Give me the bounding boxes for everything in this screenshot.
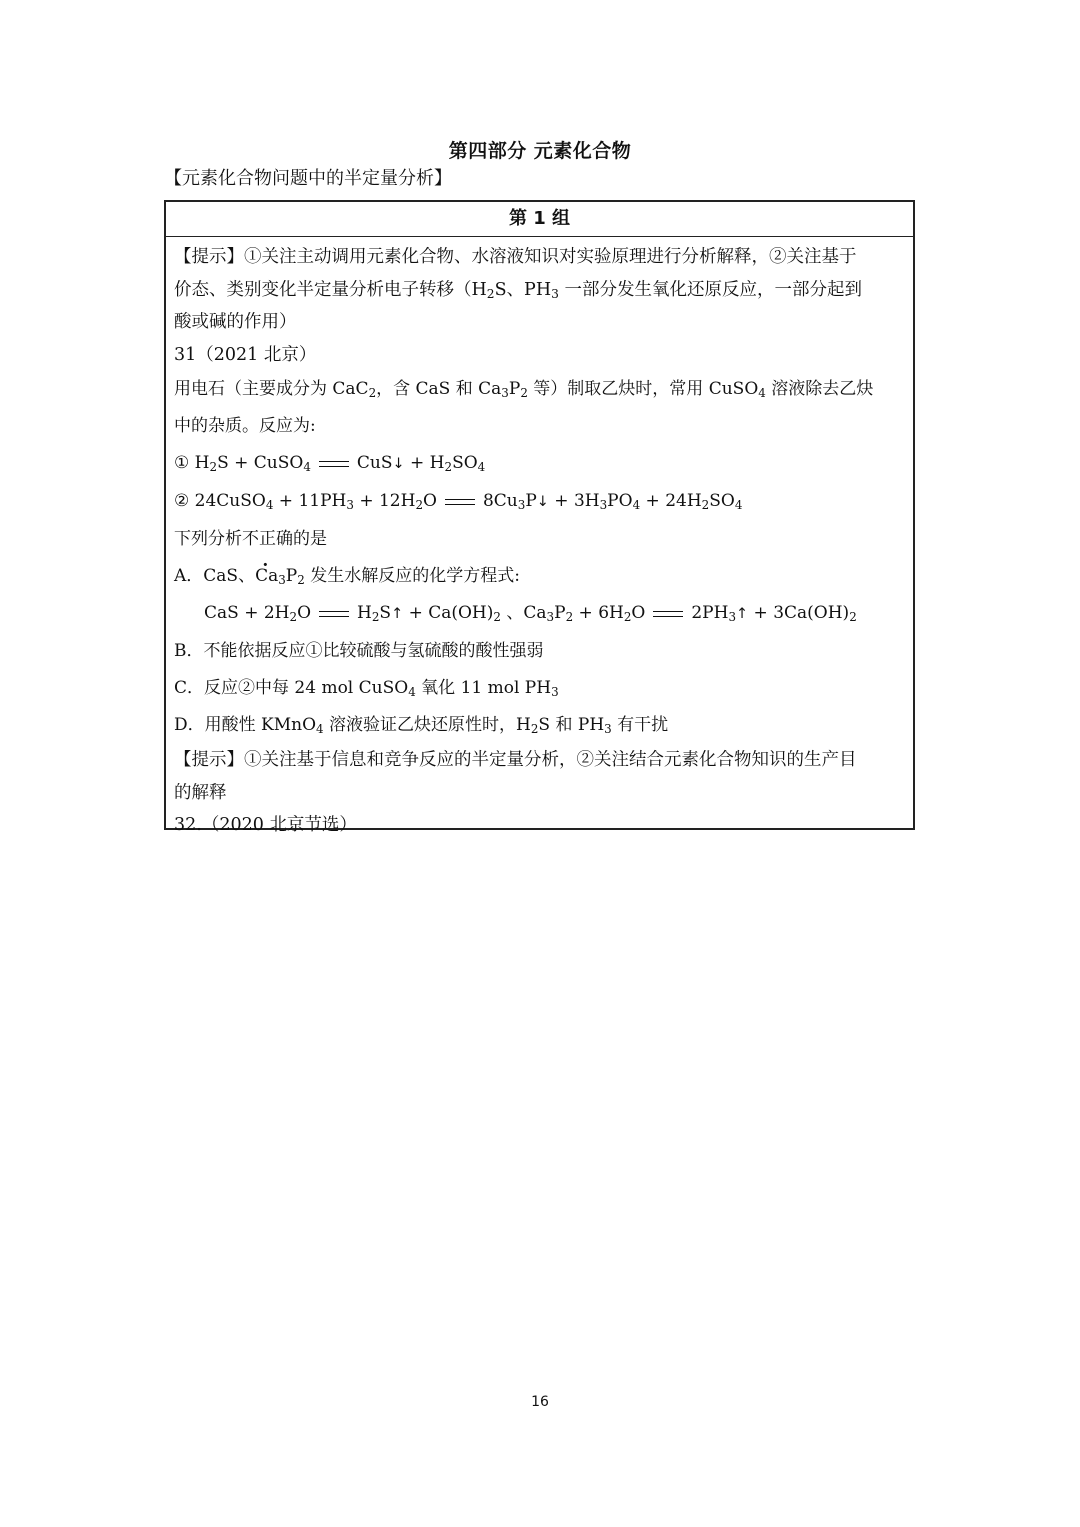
option-a-equation: CaS + $2H_2O$ $H_2S↑ + Ca(OH)_2$ 、$Ca_3P_2 + 6H_2O$ $2PH_3↑ + 3Ca(OH)_2$ [204, 603, 857, 624]
equals-sign [319, 461, 349, 467]
group-box [164, 200, 915, 835]
option-a: A．CaS、$Ca_3P_2$ 发生水解反应的化学方程式: [174, 566, 520, 587]
option-b: B．不能依据反应①比较硫酸与氢硫酸的酸性强弱 [174, 641, 544, 661]
group-body [166, 237, 913, 842]
group-heading: 第 1 组 [166, 202, 913, 237]
hint2-line2: 的解释 [174, 782, 227, 803]
option-c: C．反应②中每 24 mol CuSO$_4$ 氧化 11 mol $PH_3$ [174, 678, 559, 699]
hint2-line1: 【提示】①关注基于信息和竞争反应的半定量分析，②关注结合元素化合物知识的生产目 [174, 750, 857, 770]
equals-sign [653, 611, 683, 617]
q31-source: 31（2021 北京） [174, 344, 317, 365]
up-arrow-icon: ↑ [736, 606, 749, 622]
section-subtitle: 【元素化合物问题中的半定量分析】 [164, 168, 452, 189]
hint1-line1: 【提示】①关注主动调用元素化合物、水溶液知识对实验原理进行分析解释，②关注基于 [174, 247, 857, 267]
reaction-2: ② 24CuSO$_4$ + $11PH_3 + 12H_2O$ $8Cu_3P↓ + 3H_3PO_4 + 24H_2SO_4$ [174, 491, 743, 512]
equals-sign [319, 611, 349, 617]
down-arrow-icon: ↓ [536, 494, 549, 510]
q32-source: 32.（2020 北京节选） [174, 815, 357, 835]
equals-sign [445, 499, 475, 505]
option-d: D．用酸性 KMnO$_4$ 溶液验证乙炔还原性时，$H_2S$ 和 $PH_3$ 有干扰 [174, 715, 669, 736]
section-title: 第四部分 元素化合物 [448, 140, 632, 162]
q31-ask: 下列分析不正确的是 [174, 529, 327, 549]
q31-stem-line1: 用电石（主要成分为 CaC$_2$，含 CaS 和 $Ca_3P_2$ 等）制取乙炔时，常用 CuSO$_4$ 溶液除去乙炔 [174, 379, 874, 400]
q31-stem-line2: 中的杂质。反应为: [174, 416, 316, 436]
hint1-line3: 酸或碱的作用） [174, 312, 297, 332]
reaction-1: ① $H_2S$ + CuSO$_4$ CuS↓ + $H_2SO_4$ [174, 453, 486, 474]
up-arrow-icon: ↑ [391, 606, 404, 622]
emphasis-text: 不正确 [242, 529, 293, 549]
down-arrow-icon: ↓ [392, 456, 405, 472]
page-number: 16 [531, 1394, 549, 1410]
hint1-line2: 价态、类别变化半定量分析电子转移（$H_2S$、$PH_3$ 一部分发生氧化还原反应，一部分起到 [174, 279, 862, 301]
